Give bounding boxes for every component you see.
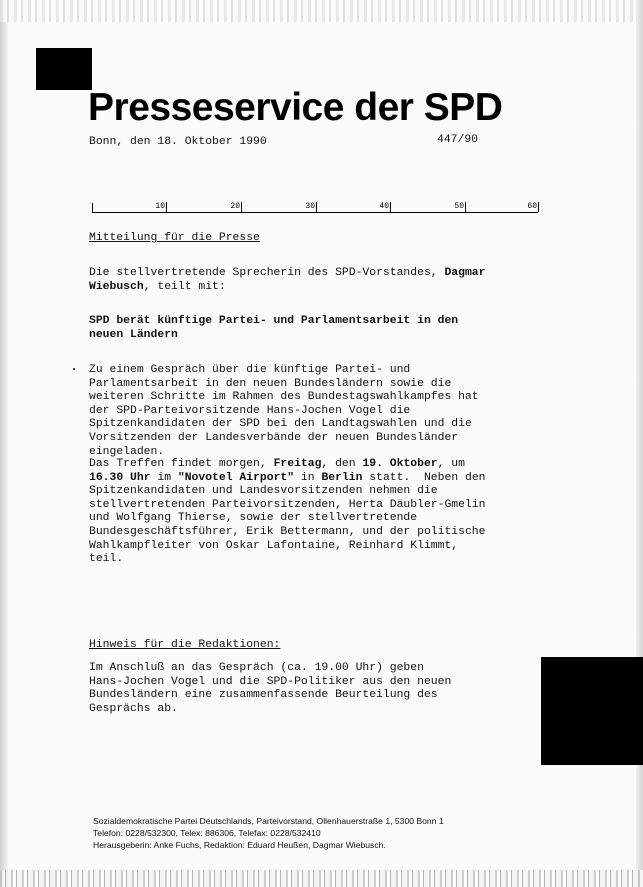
ruler-tick-50: 50 [440,202,466,212]
intro-name-last: Wiebusch [89,280,144,293]
ruler-start-mark [92,203,93,213]
notice-heading: Hinweis für die Redaktionen: [89,639,281,651]
scan-speck [73,368,75,370]
scan-noise-top [0,0,643,22]
intro-text-end: , teilt mit: [143,280,226,293]
footer-line-address: Sozialdemokratische Partei Deutschlands, Parteivorstand, Ollenhauerstraße 1, 5300 Bonn 1 [93,816,444,826]
scan-edge-left [0,0,8,887]
headline-line-2: neuen Ländern [89,328,178,341]
section-heading: Mitteilung für die Presse [89,232,260,244]
ruler-tick-30: 30 [291,202,317,212]
p2-text: Das Treffen findet morgen, [89,458,274,470]
dateline: Bonn, den 18. Oktober 1990 [89,136,267,148]
headline [89,315,559,342]
intro-name-first: Dagmar [444,267,486,279]
ruler-tick-60: 60 [513,202,539,212]
ruler-tick-20: 20 [216,202,242,212]
intro-text [89,267,559,294]
footer-line-editors: Herausgeberin: Anke Fuchs, Redaktion: Eduard Heußen, Dagmar Wiebusch. [93,840,386,851]
paragraph-2 [89,458,559,567]
footer-line-contact: Telefon: 0228/532300, Telex: 886306, Telefax: 0228/532410 [93,828,321,839]
p2-city: Berlin [321,471,363,484]
footer [93,815,444,852]
p2-time: 16.30 Uhr [89,471,151,484]
p2-text: in [294,471,322,484]
p2-text: im [150,471,178,484]
paragraph-3: Im Anschluß an das Gespräch (ca. 19.00 Uhr) geben Hans-Jochen Vogel und die SPD-Politiker aus den neuen Bundesländern eine zusammenfassende Beurteilung des Gesprächs ab. [89,662,452,715]
intro-text-part: Die stellvertretende Sprecherin des SPD-Vorstandes, [89,267,445,279]
scan-artifact-block-right [541,657,643,765]
p2-venue: "Novotel Airport" [177,471,295,484]
paragraph-1: Zu einem Gespräch über die künftige Partei- und Parlamentsarbeit in den neuen Bundesländern sowie die weiteren Schritte im Rahmen des Bundestagswahlkampfes hat der SPD-Parteivorsitzende Hans-Jochen Vogel die Spitzenkandidaten der SPD bei den Landtagswahlen und die Vorsitzenden der Landesverbände der neuen Bundesländer eingeladen. [89,364,479,458]
p2-weekday: Freitag [273,458,322,470]
p2-text: , um [437,458,465,470]
scan-artifact-block [36,48,92,90]
headline-line-1: SPD berät künftige Partei- und Parlamentsarbeit in den [89,315,459,327]
p2-date: 19. Oktober [362,458,438,470]
p2-text: statt. Neben den Spitzenkandidaten und Landesvorsitzenden nehmen die stellvertretenden Parteivorsitzenden, Herta Däubler-Gmelin und Wolfgang Thierse, sowie der stellvertretende Bundesgeschäftsführer, Erik Bettermann, und der politische Wahlkampfleiter von Oskar Lafontaine, Reinhard Klimmt, teil. [89,471,486,566]
typewriter-ruler [92,202,538,213]
document-number: 447/90 [437,134,479,146]
letterhead-title: Presseservice der SPD [88,86,503,129]
p2-text: , den [321,458,363,470]
ruler-tick-40: 40 [365,202,391,212]
ruler-tick-10: 10 [141,202,167,212]
scan-noise-bottom [0,870,643,887]
